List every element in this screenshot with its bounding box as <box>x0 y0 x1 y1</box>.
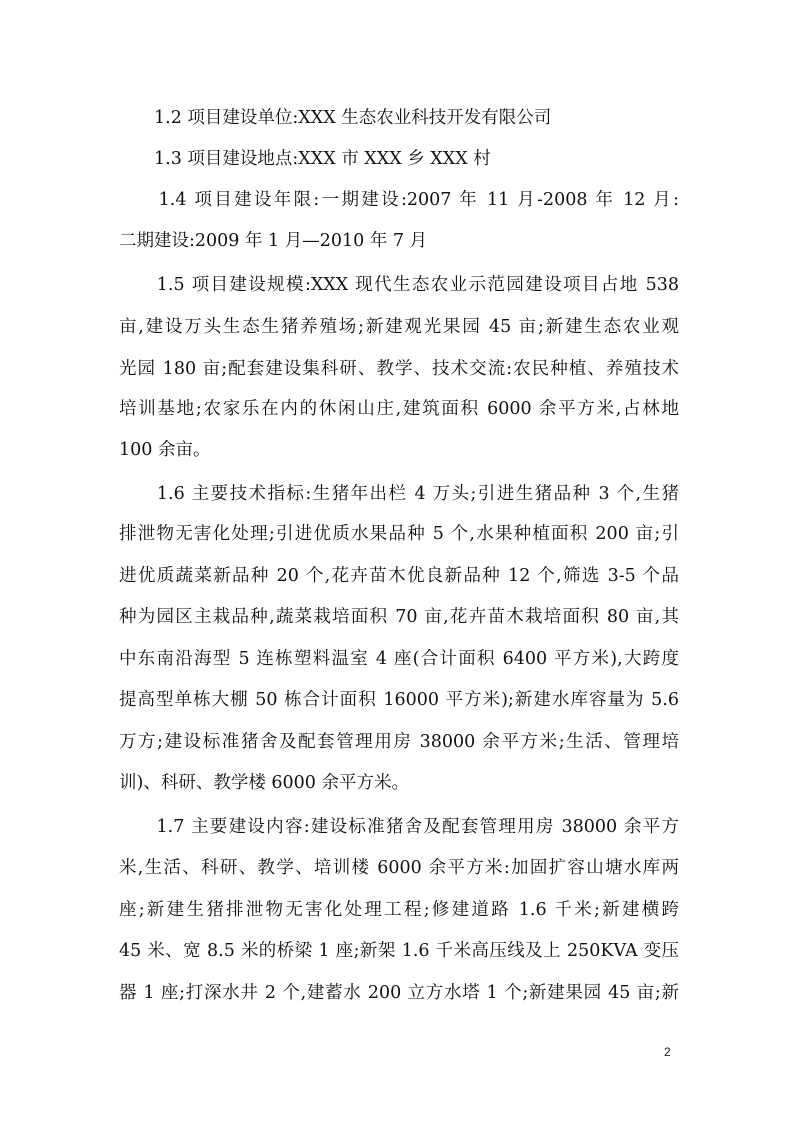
text-line-construction-period: 1.4 项目建设年限:一期建设:2007 年 11 月-2008 年 12 月: <box>119 190 679 210</box>
text-line-scale-1: 1.5 项目建设规模:XXX 现代生态农业示范园建设项目占地 538 <box>119 275 679 295</box>
text-line-indicators-1: 1.6 主要技术指标:生猪年出栏 4 万头;引进生猪品种 3 个,生猪 <box>119 484 679 504</box>
text-line-phase-two: 二期建设:2009 年 1 月—2010 年 7 月 <box>119 231 428 251</box>
text-line-scale-3: 光园 180 亩;配套建设集科研、教学、技术交流:农民种植、养殖技术 <box>119 359 679 379</box>
text-line-indicators-6: 提高型单栋大棚 50 栋合计面积 16000 平方米);新建水库容量为 5.6 <box>119 690 679 710</box>
text-line-content-2: 米,生活、科研、教学、培训楼 6000 余平方米:加固扩容山塘水库两 <box>119 858 679 878</box>
text-line-content-4: 45 米、宽 8.5 米的桥梁 1 座;新架 1.6 千米高压线及上 250KVA 变压 <box>119 941 679 961</box>
text-line-content-3: 座;新建生猪排泄物无害化处理工程;修建道路 1.6 千米;新建横跨 <box>119 900 679 920</box>
text-line-indicators-5: 中东南沿海型 5 连栋塑料温室 4 座(合计面积 6400 平方米),大跨度 <box>119 649 679 669</box>
text-line-content-5: 器 1 座;打深水井 2 个,建蓄水 200 立方水塔 1 个;新建果园 45 亩;新 <box>119 983 679 1003</box>
text-line-project-location: 1.3 项目建设地点:XXX 市 XXX 乡 XXX 村 <box>119 149 491 169</box>
text-line-project-unit: 1.2 项目建设单位:XXX 生态农业科技开发有限公司 <box>119 108 552 128</box>
text-line-scale-4: 培训基地;农家乐在内的休闲山庄,建筑面积 6000 余平方米,占林地 <box>119 399 679 419</box>
page-number: 2 <box>664 1045 671 1059</box>
text-line-indicators-7: 万方;建设标准猪舍及配套管理用房 38000 余平方米;生活、管理培 <box>119 732 679 752</box>
text-line-indicators-2: 排泄物无害化处理;引进优质水果品种 5 个,水果种植面积 200 亩;引 <box>119 524 679 544</box>
text-line-scale-2: 亩,建设万头生态生猪养殖场;新建观光果园 45 亩;新建生态农业观 <box>119 317 679 337</box>
text-line-scale-5: 100 余亩。 <box>119 440 211 460</box>
text-line-indicators-4: 种为园区主栽品种,蔬菜栽培面积 70 亩,花卉苗木栽培面积 80 亩,其 <box>119 607 679 627</box>
text-line-indicators-3: 进优质蔬菜新品种 20 个,花卉苗木优良新品种 12 个,筛选 3-5 个品 <box>119 566 679 586</box>
text-line-content-1: 1.7 主要建设内容:建设标准猪舍及配套管理用房 38000 余平方 <box>119 817 679 837</box>
text-line-indicators-8: 训)、科研、教学楼 6000 余平方米。 <box>119 773 409 793</box>
